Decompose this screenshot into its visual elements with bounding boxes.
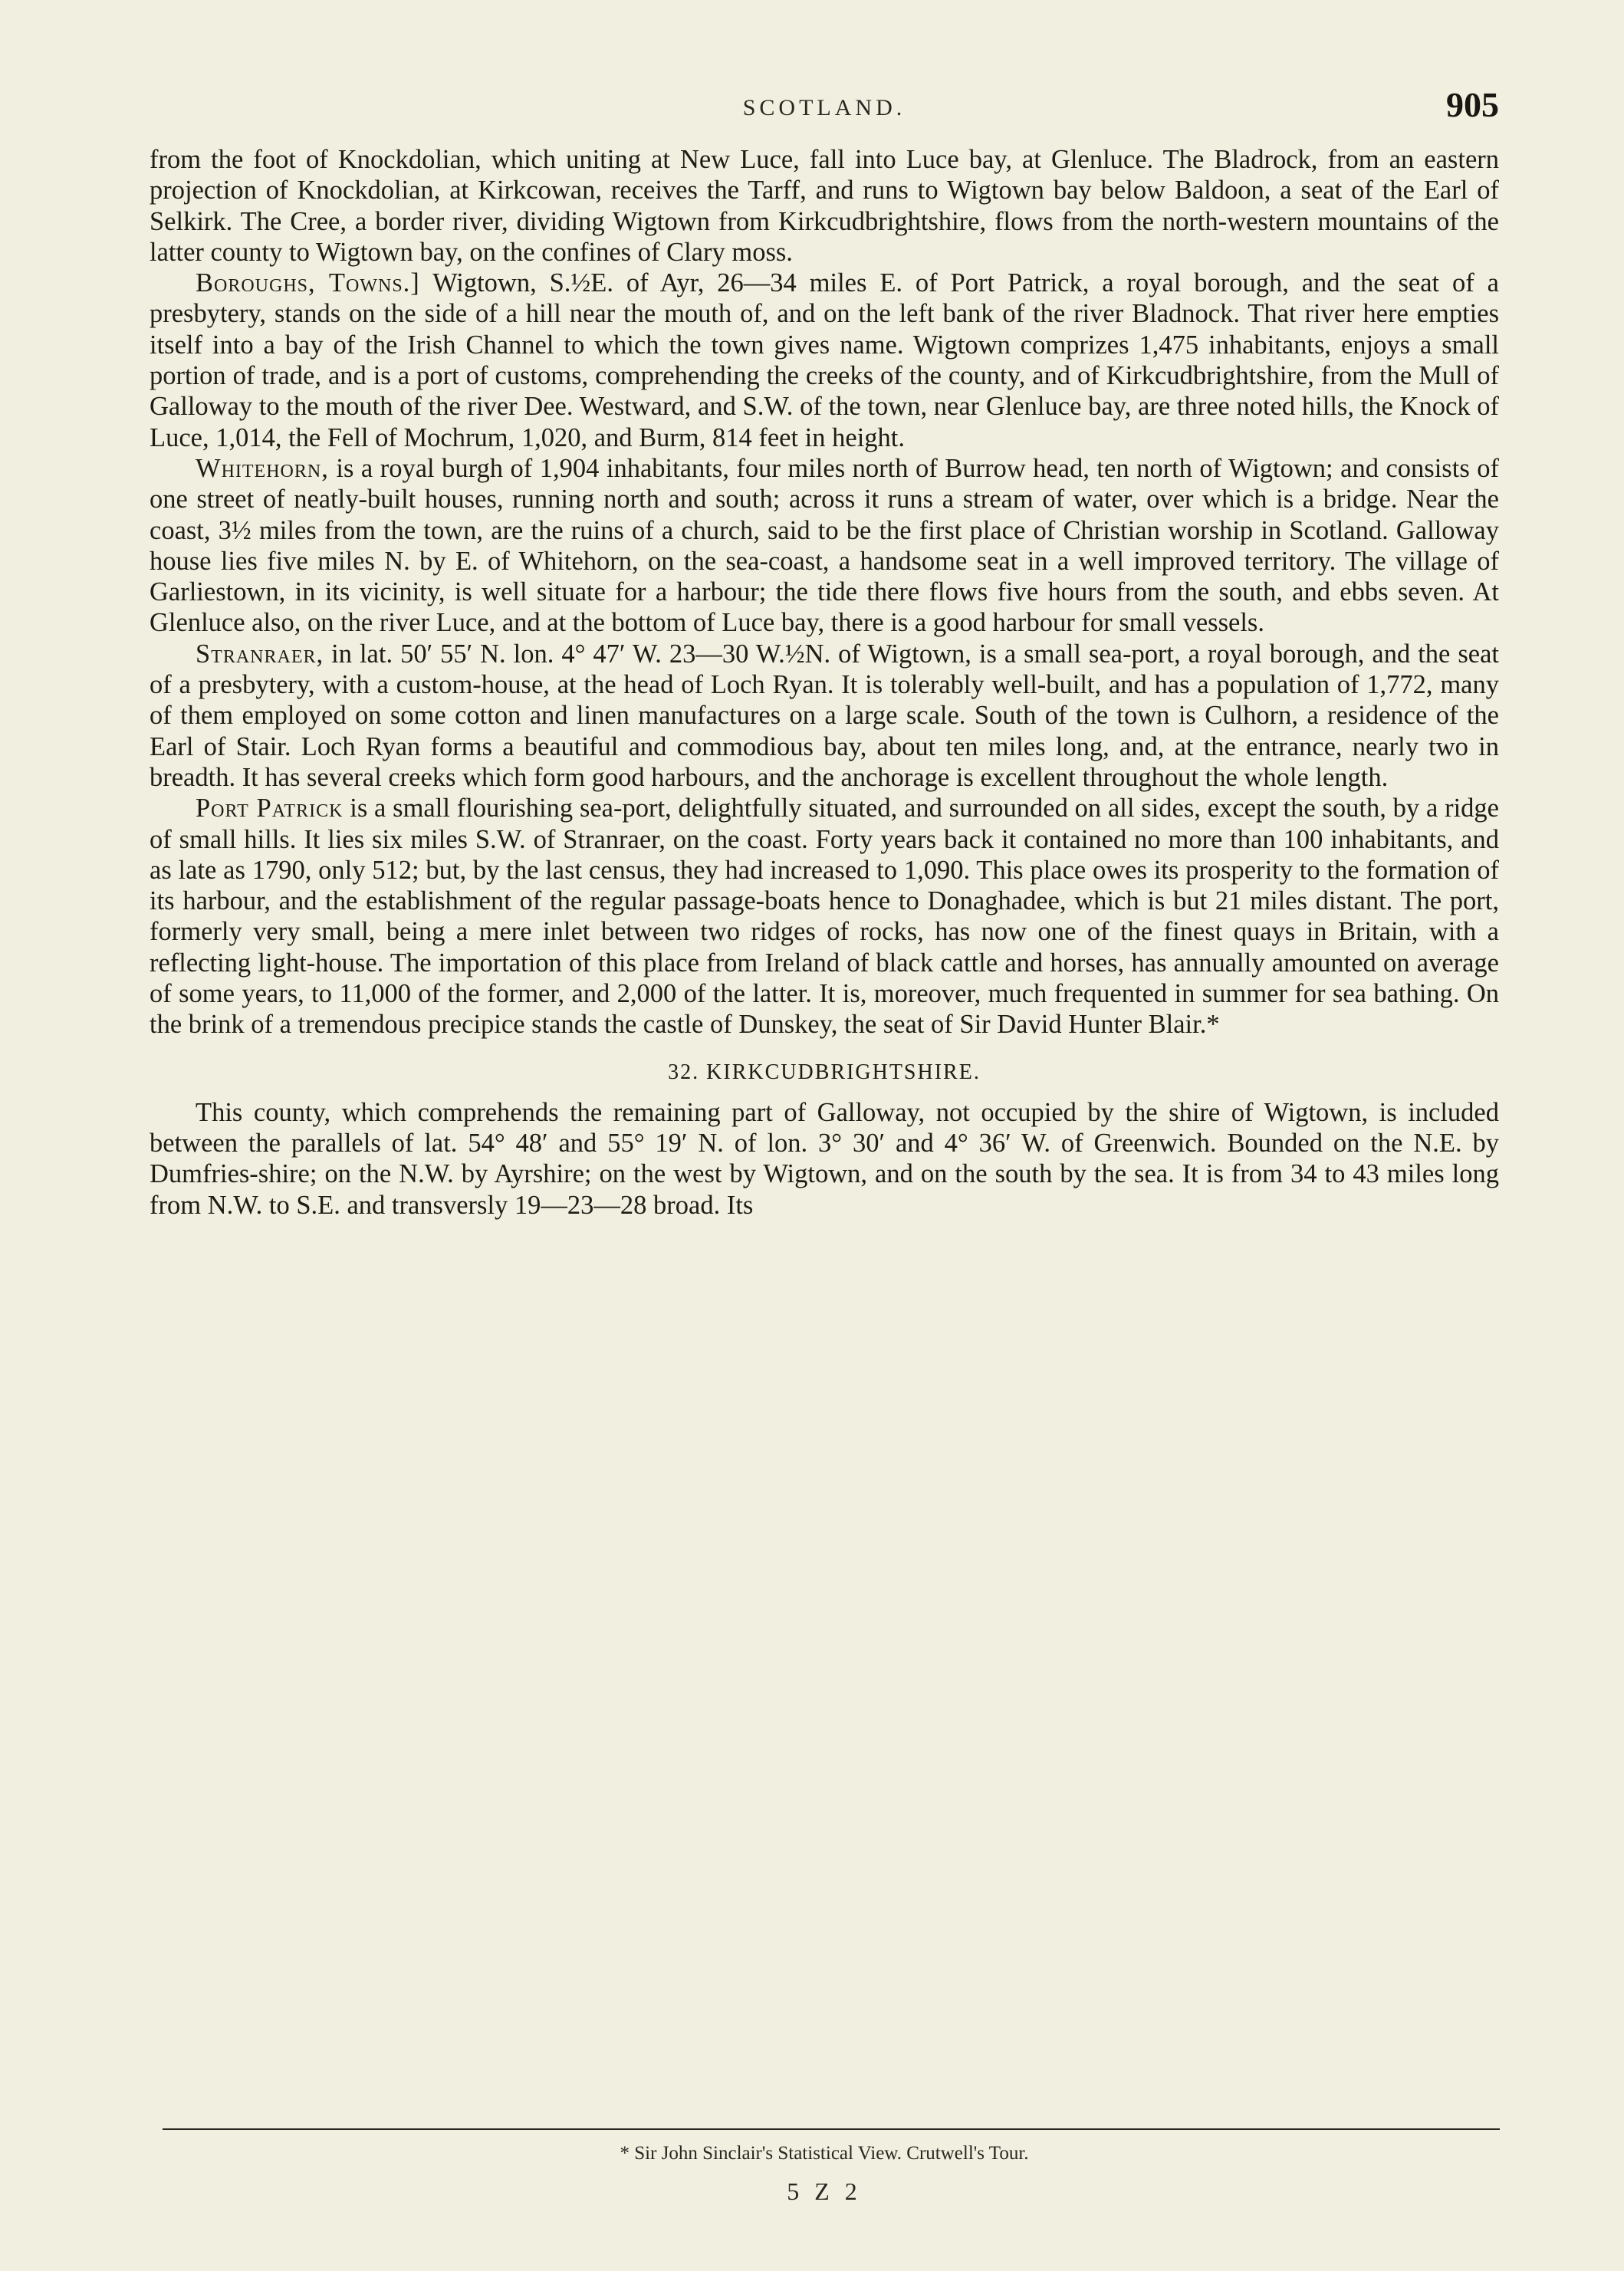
page-number: 905 [1446, 85, 1499, 124]
section-heading: 32. KIRKCUDBRIGHTSHIRE. [668, 1060, 981, 1084]
footnote: * Sir John Sinclair's Statistical View. Crutwell's Tour. [620, 2143, 1029, 2164]
running-head: SCOTLAND. [742, 95, 906, 120]
paragraph-port-patrick [150, 793, 1499, 1040]
body-text [150, 144, 1499, 1221]
paragraph-rivers [150, 144, 1499, 268]
paragraph-lead: Port Patrick [196, 794, 344, 823]
paragraph-text: in lat. 50′ 55′ N. lon. 4° 47′ W. 23—30 W.½N. of Wigtown, is a small sea-port, a royal borough, and the seat of a presbytery, with a custom-house, at the head of Loch Ryan. It is tolerably well-built, and has a population of 1,772, many of them employed on some cotton and linen manufactures on a large scale. South of the town is Culhorn, a residence of the Earl of Stair. Loch Ryan forms a beautiful and commodious bay, about ten miles long, and, at the entrance, nearly two in breadth. It has several creeks which form good harbours, and the anchorage is excellent throughout the whole length. [150, 639, 1499, 792]
paragraph-text: is a royal burgh of 1,904 inhabitants, four miles north of Burrow head, ten north of Wigtown; and consists of one street of neatly-built houses, running north and south; across it runs a stream of water, over which is a bridge. Near the coast, 3½ miles from the town, are the ruins of a church, said to be the first place of Christian worship in Scotland. Galloway house lies five miles N. by E. of Whitehorn, on the sea-coast, a handsome seat in a well improved territory. The village of Garliestown, in its vicinity, is well situate for a harbour; the tide there flows five hours from the south, and ebbs seven. At Glenluce also, on the river Luce, and at the bottom of Luce bay, there is a good harbour for small vessels. [150, 453, 1499, 638]
paragraph-wigtown [150, 268, 1499, 453]
paragraph-lead: Boroughs, Towns.] [196, 268, 420, 298]
paragraph-text: is a small flourishing sea-port, delightfully situated, and surrounded on all sides, except the south, by a ridge of small hills. It lies six miles S.W. of Stranraer, on the coast. Forty years back it contained no more than 100 inhabitants, and as late as 1790, only 512; but, by the last census, they had increased to 1,090. This place owes its prosperity to the formation of its harbour, and the establishment of the regular passage-boats hence to Donaghadee, which is but 21 miles distant. The port, formerly very small, being a mere inlet between two ridges of rocks, has now one of the finest quays in Britain, with a reflecting light-house. The importation of this place from Ireland of black cattle and horses, has annually amounted on average of some years, to 11,000 of the former, and 2,000 of the latter. It is, moreover, much frequented in summer for sea bathing. On the brink of a tremendous precipice stands the castle of Dunskey, the seat of Sir David Hunter Blair.* [150, 794, 1499, 1040]
paragraph-lead: Stranraer, [196, 639, 324, 669]
paragraph-whitehorn [150, 453, 1499, 639]
paragraph-stranraer [150, 639, 1499, 793]
paragraph-lead: Whitehorn, [196, 453, 329, 483]
signature-mark: 5 Z 2 [787, 2177, 862, 2205]
paragraph-text: This county, which comprehends the remaining part of Galloway, not occupied by the shire of Wigtown, is included between the parallels of lat. 54° 48′ and 55° 19′ N. of lon. 3° 30′ and 4° 36′ W. of Greenwich. Bounded on the N.E. by Dumfries-shire; on the N.W. by Ayrshire; on the west by Wigtown, and on the south by the sea. It is from 34 to 43 miles long from N.W. to S.E. and transversly 19—23—28 broad. Its [150, 1097, 1499, 1220]
footnote-rule [163, 2128, 1500, 2130]
paragraph-text: Wigtown, S.½E. of Ayr, 26—34 miles E. of Port Patrick, a royal borough, and the seat of a presbytery, stands on the side of a hill near the mouth of, and on the left bank of the river Bladnock. That river here empties itself into a bay of the Irish Channel to which the town gives name. Wigtown comprizes 1,475 inhabitants, enjoys a small portion of trade, and is a port of customs, comprehending the creeks of the county, and of Kirkcudbrightshire, from the Mull of Galloway to the mouth of the river Dee. Westward, and S.W. of the town, near Glenluce bay, are three noted hills, the Knock of Luce, 1,014, the Fell of Mochrum, 1,020, and Burm, 814 feet in height. [150, 268, 1499, 452]
page-header [150, 85, 1499, 138]
paragraph-kirkcudbright [150, 1097, 1499, 1221]
paragraph-text: from the foot of Knockdolian, which uniting at New Luce, fall into Luce bay, at Glenluce. The Bladrock, from an eastern projection of Knockdolian, at Kirkcowan, receives the Tarff, and runs to Wigtown bay below Baldoon, a seat of the Earl of Selkirk. The Cree, a border river, dividing Wigtown from Kirkcudbrightshire, flows from the north-western mountains of the latter county to Wigtown bay, on the confines of Clary moss. [150, 145, 1499, 267]
